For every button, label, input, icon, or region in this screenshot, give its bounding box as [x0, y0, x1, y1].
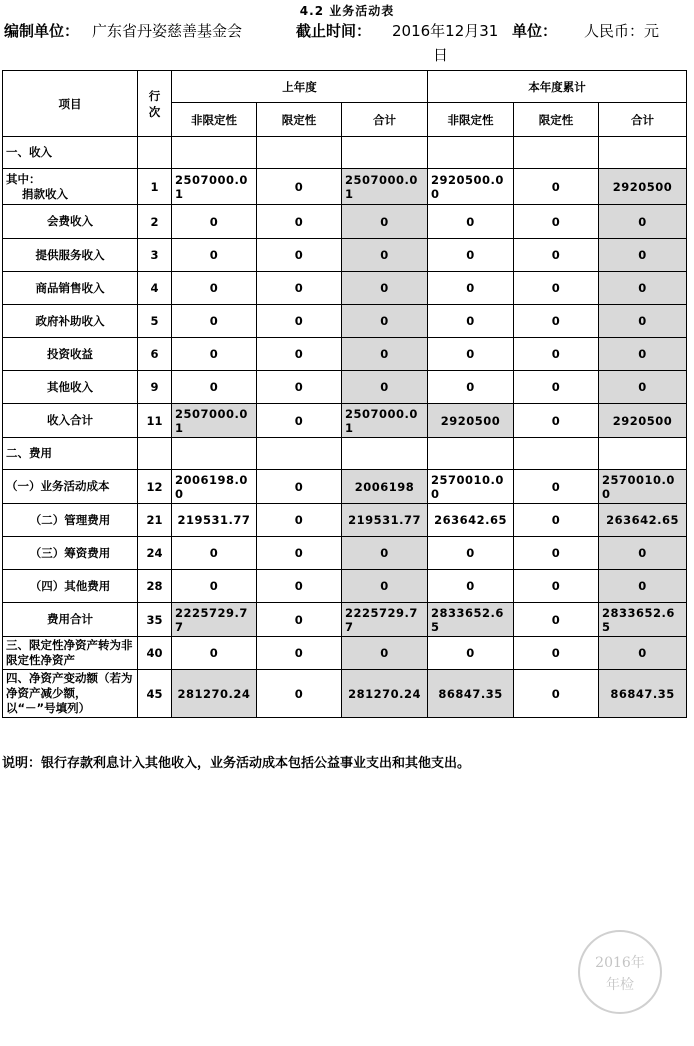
row-number: 4 — [138, 272, 172, 305]
row-number: 35 — [138, 603, 172, 637]
value-cell: 0 — [257, 371, 342, 404]
row-item-label: 商品销售收入 — [3, 272, 138, 305]
value-cell: 0 — [257, 239, 342, 272]
stamp-line-2: 年检 — [606, 977, 634, 993]
value-cell — [599, 438, 687, 470]
value-cell: 0 — [257, 404, 342, 438]
value-cell: 0 — [514, 371, 599, 404]
value-cell — [342, 438, 428, 470]
row-number: 40 — [138, 637, 172, 670]
value-cell: 0 — [257, 670, 342, 718]
row-item-label: 其中： 捐款收入 — [3, 169, 138, 205]
row-item-label: 收入合计 — [3, 404, 138, 438]
value-cell: 281270.24 — [342, 670, 428, 718]
table-row — [3, 670, 687, 718]
value-cell: 0 — [342, 205, 428, 239]
value-cell: 2006198.00 — [172, 470, 257, 504]
value-cell: 0 — [257, 205, 342, 239]
value-cell: 0 — [257, 504, 342, 537]
row-number — [138, 137, 172, 169]
value-cell — [514, 438, 599, 470]
value-cell: 0 — [514, 670, 599, 718]
table-row — [3, 404, 687, 438]
value-cell: 0 — [342, 239, 428, 272]
row-item-label: 三、限定性净资产转为非限定性净资产 — [3, 637, 138, 670]
value-cell: 0 — [257, 169, 342, 205]
value-cell: 0 — [514, 404, 599, 438]
value-cell: 0 — [428, 205, 514, 239]
value-cell: 219531.77 — [172, 504, 257, 537]
value-cell — [172, 137, 257, 169]
table-row — [3, 438, 687, 470]
table-row — [3, 371, 687, 404]
value-cell: 0 — [342, 272, 428, 305]
row-number: 12 — [138, 470, 172, 504]
header-prev-year: 上年度 — [172, 71, 428, 103]
value-cell: 2920500 — [599, 169, 687, 205]
header-item: 项目 — [3, 71, 138, 137]
currency-label: 单位： — [512, 22, 558, 40]
value-cell: 0 — [257, 537, 342, 570]
value-cell: 0 — [514, 239, 599, 272]
row-item-label: （一）业务活动成本 — [3, 470, 138, 504]
row-item-label: （二）管理费用 — [3, 504, 138, 537]
table-row — [3, 205, 687, 239]
value-cell: 0 — [342, 338, 428, 371]
value-cell: 281270.24 — [172, 670, 257, 718]
value-cell: 2833652.65 — [599, 603, 687, 637]
row-number: 1 — [138, 169, 172, 205]
value-cell: 0 — [599, 371, 687, 404]
value-cell: 0 — [599, 305, 687, 338]
value-cell: 2570010.00 — [599, 470, 687, 504]
value-cell — [257, 137, 342, 169]
value-cell: 0 — [257, 305, 342, 338]
value-cell: 0 — [172, 338, 257, 371]
row-item-label: 会费收入 — [3, 205, 138, 239]
value-cell: 0 — [514, 637, 599, 670]
annual-inspection-stamp — [578, 930, 662, 1014]
row-item-label: （四）其他费用 — [3, 570, 138, 603]
value-cell: 0 — [428, 371, 514, 404]
value-cell: 2225729.77 — [342, 603, 428, 637]
table-row — [3, 137, 687, 169]
row-item-label: 其他收入 — [3, 371, 138, 404]
date-value: 2016年12月31 — [392, 22, 499, 40]
value-cell — [514, 137, 599, 169]
value-cell: 0 — [514, 537, 599, 570]
header-row-no: 行次 — [138, 71, 172, 137]
row-item-label: （三）筹资费用 — [3, 537, 138, 570]
row-number: 28 — [138, 570, 172, 603]
value-cell: 2507000.01 — [172, 169, 257, 205]
row-item-label: 二、费用 — [3, 438, 138, 470]
value-cell: 0 — [342, 637, 428, 670]
table-row — [3, 272, 687, 305]
value-cell: 219531.77 — [342, 504, 428, 537]
table-row — [3, 504, 687, 537]
row-number: 3 — [138, 239, 172, 272]
value-cell: 0 — [599, 338, 687, 371]
value-cell: 2570010.00 — [428, 470, 514, 504]
value-cell: 263642.65 — [428, 504, 514, 537]
row-item-label: 投资收益 — [3, 338, 138, 371]
value-cell: 0 — [257, 570, 342, 603]
value-cell — [257, 438, 342, 470]
value-cell: 0 — [514, 504, 599, 537]
value-cell — [599, 137, 687, 169]
value-cell: 0 — [172, 272, 257, 305]
row-item-label: 提供服务收入 — [3, 239, 138, 272]
table-row — [3, 637, 687, 670]
stamp-line-1: 2016年 — [595, 955, 645, 971]
value-cell: 0 — [514, 603, 599, 637]
value-cell — [172, 438, 257, 470]
value-cell: 0 — [599, 239, 687, 272]
value-cell: 0 — [342, 537, 428, 570]
value-cell: 0 — [514, 470, 599, 504]
header-curr-total: 合计 — [599, 103, 687, 137]
value-cell: 86847.35 — [599, 670, 687, 718]
value-cell — [342, 137, 428, 169]
unit-label: 编制单位： — [4, 22, 80, 40]
row-number: 21 — [138, 504, 172, 537]
value-cell: 2507000.01 — [172, 404, 257, 438]
header-prev-restricted: 限定性 — [257, 103, 342, 137]
value-cell: 0 — [599, 272, 687, 305]
value-cell: 0 — [172, 570, 257, 603]
value-cell: 0 — [342, 371, 428, 404]
table-row — [3, 239, 687, 272]
currency-value: 人民币：元 — [584, 22, 660, 40]
value-cell: 263642.65 — [599, 504, 687, 537]
value-cell: 0 — [257, 338, 342, 371]
value-cell: 0 — [514, 169, 599, 205]
value-cell — [428, 438, 514, 470]
value-cell: 0 — [599, 637, 687, 670]
value-cell: 0 — [257, 470, 342, 504]
value-cell: 0 — [257, 637, 342, 670]
header-curr-restricted: 限定性 — [514, 103, 599, 137]
date-day: 日 — [433, 46, 449, 64]
value-cell: 0 — [514, 305, 599, 338]
table-row — [3, 570, 687, 603]
value-cell: 0 — [599, 570, 687, 603]
header-prev-total: 合计 — [342, 103, 428, 137]
value-cell: 0 — [172, 239, 257, 272]
row-number: 5 — [138, 305, 172, 338]
row-item-label: 四、净资产变动额（若为净资产减少额，以“－”号填列） — [3, 670, 138, 718]
value-cell: 0 — [172, 371, 257, 404]
activity-table — [2, 70, 687, 718]
value-cell: 0 — [172, 305, 257, 338]
row-number: 45 — [138, 670, 172, 718]
value-cell: 0 — [428, 305, 514, 338]
value-cell: 2920500 — [428, 404, 514, 438]
value-cell: 0 — [514, 205, 599, 239]
value-cell: 2920500.00 — [428, 169, 514, 205]
row-item-label: 费用合计 — [3, 603, 138, 637]
table-row — [3, 470, 687, 504]
date-label: 截止时间： — [296, 22, 372, 40]
value-cell: 86847.35 — [428, 670, 514, 718]
unit-value: 广东省丹姿慈善基金会 — [92, 22, 243, 40]
value-cell: 2833652.65 — [428, 603, 514, 637]
table-row — [3, 603, 687, 637]
value-cell: 0 — [514, 338, 599, 371]
value-cell: 0 — [428, 239, 514, 272]
value-cell: 0 — [257, 272, 342, 305]
row-number: 6 — [138, 338, 172, 371]
row-number — [138, 438, 172, 470]
footnote: 说明：银行存款利息计入其他收入，业务活动成本包括公益事业支出和其他支出。 — [2, 756, 471, 771]
value-cell: 0 — [428, 272, 514, 305]
row-number: 24 — [138, 537, 172, 570]
value-cell: 0 — [599, 205, 687, 239]
table-row — [3, 305, 687, 338]
value-cell: 0 — [257, 603, 342, 637]
value-cell: 2920500 — [599, 404, 687, 438]
value-cell: 2507000.01 — [342, 404, 428, 438]
value-cell: 0 — [428, 338, 514, 371]
table-row — [3, 338, 687, 371]
value-cell: 2225729.77 — [172, 603, 257, 637]
value-cell: 0 — [428, 637, 514, 670]
value-cell: 0 — [428, 570, 514, 603]
value-cell: 0 — [599, 537, 687, 570]
value-cell: 0 — [342, 305, 428, 338]
row-number: 2 — [138, 205, 172, 239]
value-cell: 0 — [172, 537, 257, 570]
table-row — [3, 537, 687, 570]
value-cell: 0 — [342, 570, 428, 603]
row-item-label: 一、收入 — [3, 137, 138, 169]
page-title: 4.2 业务活动表 — [299, 4, 395, 18]
row-number: 9 — [138, 371, 172, 404]
value-cell: 2006198 — [342, 470, 428, 504]
row-item-label: 政府补助收入 — [3, 305, 138, 338]
value-cell: 0 — [172, 637, 257, 670]
value-cell: 0 — [172, 205, 257, 239]
header-prev-unrestricted: 非限定性 — [172, 103, 257, 137]
value-cell: 2507000.01 — [342, 169, 428, 205]
table-row — [3, 169, 687, 205]
value-cell: 0 — [514, 570, 599, 603]
value-cell: 0 — [428, 537, 514, 570]
header-curr-unrestricted: 非限定性 — [428, 103, 514, 137]
value-cell: 0 — [514, 272, 599, 305]
header-curr-year: 本年度累计 — [428, 71, 687, 103]
value-cell — [428, 137, 514, 169]
row-number: 11 — [138, 404, 172, 438]
